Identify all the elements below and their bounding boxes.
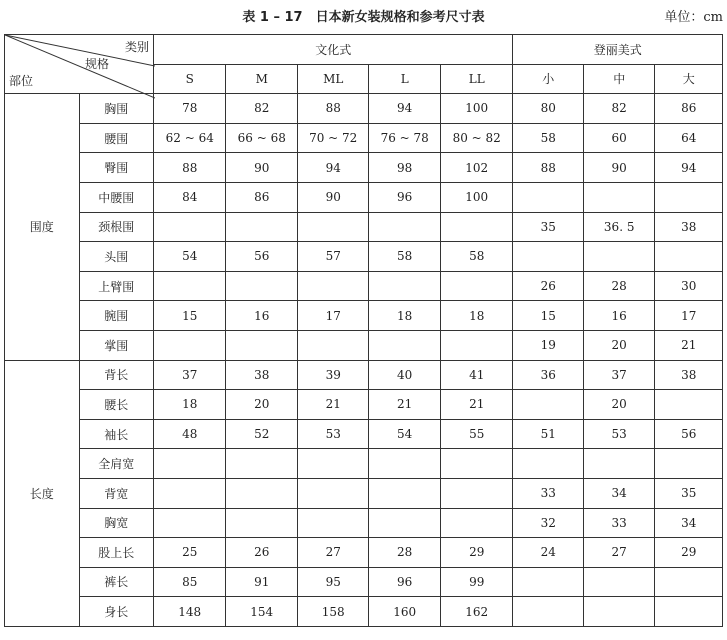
table-cell: 28 (369, 538, 440, 568)
table-cell: 21 (297, 390, 368, 420)
group-header-doreme: 登丽美式 (513, 35, 723, 65)
item-label: 裤长 (79, 567, 154, 597)
table-row (5, 123, 723, 153)
table-cell: 19 (513, 330, 583, 360)
table-row (5, 597, 723, 627)
table-cell (369, 271, 440, 301)
table-cell (440, 330, 513, 360)
table-cell: 55 (440, 419, 513, 449)
table-cell: 27 (583, 538, 654, 568)
table-cell (154, 271, 226, 301)
table-cell: 16 (583, 301, 654, 331)
table-cell (297, 478, 368, 508)
table-cell: 88 (154, 153, 226, 183)
table-cell: 38 (655, 360, 723, 390)
table-cell: 102 (440, 153, 513, 183)
table-cell: 35 (655, 478, 723, 508)
table-cell: 15 (513, 301, 583, 331)
table-cell (513, 182, 583, 212)
table-cell (154, 449, 226, 479)
header-category: 类别 (124, 40, 149, 54)
size-header: ML (297, 64, 368, 94)
table-row (5, 390, 723, 420)
table-cell (440, 271, 513, 301)
table-row (5, 330, 723, 360)
table-cell (440, 449, 513, 479)
item-label: 胸围 (79, 94, 154, 124)
table-row (5, 567, 723, 597)
table-row (5, 538, 723, 568)
table-cell: 76 ~ 78 (369, 123, 440, 153)
table-cell: 94 (297, 153, 368, 183)
item-label: 股上长 (79, 538, 154, 568)
table-cell (655, 242, 723, 272)
item-label: 腕围 (79, 301, 154, 331)
item-label: 袖长 (79, 419, 154, 449)
table-cell: 21 (655, 330, 723, 360)
table-row (5, 271, 723, 301)
table-cell: 60 (583, 123, 654, 153)
table-cell (440, 212, 513, 242)
table-cell: 82 (226, 94, 297, 124)
table-cell: 86 (226, 182, 297, 212)
table-cell: 158 (297, 597, 368, 627)
table-cell: 29 (440, 538, 513, 568)
table-cell: 66 ~ 68 (226, 123, 297, 153)
table-cell: 25 (154, 538, 226, 568)
table-cell (583, 449, 654, 479)
table-cell: 90 (583, 153, 654, 183)
table-cell: 96 (369, 182, 440, 212)
table-cell: 58 (513, 123, 583, 153)
table-cell (154, 478, 226, 508)
table-cell (513, 597, 583, 627)
header-row-1 (5, 35, 723, 65)
table-cell: 70 ~ 72 (297, 123, 368, 153)
table-cell: 56 (655, 419, 723, 449)
table-cell: 52 (226, 419, 297, 449)
table-cell: 88 (297, 94, 368, 124)
item-label: 腰围 (79, 123, 154, 153)
item-label: 中腰围 (79, 182, 154, 212)
table-cell: 57 (297, 242, 368, 272)
item-label: 腰长 (79, 390, 154, 420)
section-label: 围度 (5, 94, 80, 360)
table-cell (297, 271, 368, 301)
table-cell (583, 567, 654, 597)
table-cell: 90 (226, 153, 297, 183)
table-row (5, 242, 723, 272)
size-header: M (226, 64, 297, 94)
table-cell: 21 (440, 390, 513, 420)
table-cell (226, 478, 297, 508)
table-row (5, 360, 723, 390)
table-cell: 78 (154, 94, 226, 124)
table-cell (655, 182, 723, 212)
item-label: 背长 (79, 360, 154, 390)
size-header: L (369, 64, 440, 94)
item-label: 背宽 (79, 478, 154, 508)
table-cell: 51 (513, 419, 583, 449)
table-row (5, 153, 723, 183)
table-cell (154, 212, 226, 242)
table-cell: 64 (655, 123, 723, 153)
table-row (5, 508, 723, 538)
table-cell: 15 (154, 301, 226, 331)
table-cell (297, 449, 368, 479)
table-cell: 34 (583, 478, 654, 508)
size-header: S (154, 64, 226, 94)
size-table (4, 34, 723, 627)
header-part: 部位 (9, 74, 34, 89)
table-cell (154, 508, 226, 538)
table-cell: 26 (226, 538, 297, 568)
table-cell: 58 (369, 242, 440, 272)
table-cell: 88 (513, 153, 583, 183)
table-cell (655, 597, 723, 627)
table-cell: 41 (440, 360, 513, 390)
table-cell: 21 (369, 390, 440, 420)
table-cell: 32 (513, 508, 583, 538)
table-cell (440, 508, 513, 538)
item-label: 头围 (79, 242, 154, 272)
table-cell: 16 (226, 301, 297, 331)
table-cell: 90 (297, 182, 368, 212)
diagonal-header-cell (5, 35, 154, 94)
table-cell: 18 (369, 301, 440, 331)
table-cell: 18 (154, 390, 226, 420)
table-cell: 38 (655, 212, 723, 242)
table-row (5, 212, 723, 242)
table-row (5, 478, 723, 508)
table-cell (513, 242, 583, 272)
item-label: 胸宽 (79, 508, 154, 538)
section-label: 长度 (5, 360, 80, 626)
size-header: LL (440, 64, 513, 94)
table-cell (297, 212, 368, 242)
table-cell: 56 (226, 242, 297, 272)
table-row (5, 449, 723, 479)
table-cell: 40 (369, 360, 440, 390)
item-label: 颈根围 (79, 212, 154, 242)
table-cell: 85 (154, 567, 226, 597)
item-label: 上臂围 (79, 271, 154, 301)
table-cell: 33 (583, 508, 654, 538)
table-cell (369, 449, 440, 479)
table-cell (369, 212, 440, 242)
table-cell (513, 567, 583, 597)
table-cell: 17 (655, 301, 723, 331)
table-cell: 53 (297, 419, 368, 449)
table-cell: 27 (297, 538, 368, 568)
table-row (5, 419, 723, 449)
table-cell: 38 (226, 360, 297, 390)
table-cell (655, 449, 723, 479)
table-cell: 95 (297, 567, 368, 597)
unit-label: 单位：cm (664, 10, 723, 25)
table-cell: 98 (369, 153, 440, 183)
table-cell (297, 330, 368, 360)
table-cell (226, 271, 297, 301)
table-title: 表 1 – 17 日本新女装规格和参考尺寸表 (242, 10, 485, 25)
size-header: 小 (513, 64, 583, 94)
table-row (5, 182, 723, 212)
item-label: 臀围 (79, 153, 154, 183)
table-cell (440, 478, 513, 508)
table-cell: 86 (655, 94, 723, 124)
table-cell: 37 (154, 360, 226, 390)
item-label: 掌围 (79, 330, 154, 360)
size-header: 中 (583, 64, 654, 94)
item-label: 全肩宽 (79, 449, 154, 479)
table-cell: 80 ~ 82 (440, 123, 513, 153)
table-cell: 58 (440, 242, 513, 272)
table-cell: 162 (440, 597, 513, 627)
item-label: 身长 (79, 597, 154, 627)
size-header: 大 (655, 64, 723, 94)
table-cell: 62 ~ 64 (154, 123, 226, 153)
table-cell: 20 (583, 390, 654, 420)
table-cell (583, 182, 654, 212)
table-cell (154, 330, 226, 360)
table-cell: 84 (154, 182, 226, 212)
table-cell (369, 330, 440, 360)
table-cell: 54 (369, 419, 440, 449)
table-cell (655, 567, 723, 597)
table-cell: 28 (583, 271, 654, 301)
table-cell: 30 (655, 271, 723, 301)
table-cell: 94 (369, 94, 440, 124)
table-cell: 26 (513, 271, 583, 301)
table-cell: 54 (154, 242, 226, 272)
table-cell: 20 (226, 390, 297, 420)
table-cell: 36. 5 (583, 212, 654, 242)
table-cell: 39 (297, 360, 368, 390)
table-row (5, 301, 723, 331)
table-cell (583, 597, 654, 627)
table-cell: 160 (369, 597, 440, 627)
header-spec: 规格 (85, 57, 110, 71)
table-cell: 94 (655, 153, 723, 183)
table-cell: 80 (513, 94, 583, 124)
table-cell: 48 (154, 419, 226, 449)
table-cell: 29 (655, 538, 723, 568)
table-cell: 99 (440, 567, 513, 597)
table-cell (583, 242, 654, 272)
table-cell (226, 330, 297, 360)
group-header-bunka: 文化式 (154, 35, 513, 65)
table-cell (226, 449, 297, 479)
table-cell (297, 508, 368, 538)
table-cell: 154 (226, 597, 297, 627)
table-cell (369, 478, 440, 508)
table-cell: 33 (513, 478, 583, 508)
table-cell: 37 (583, 360, 654, 390)
table-cell (226, 508, 297, 538)
table-cell (513, 390, 583, 420)
table-cell: 82 (583, 94, 654, 124)
table-cell: 100 (440, 94, 513, 124)
table-cell: 34 (655, 508, 723, 538)
table-cell: 96 (369, 567, 440, 597)
table-cell: 148 (154, 597, 226, 627)
table-cell (226, 212, 297, 242)
table-cell: 91 (226, 567, 297, 597)
table-cell: 17 (297, 301, 368, 331)
table-cell: 20 (583, 330, 654, 360)
table-cell: 24 (513, 538, 583, 568)
table-cell: 18 (440, 301, 513, 331)
table-cell: 100 (440, 182, 513, 212)
table-cell: 53 (583, 419, 654, 449)
table-cell: 36 (513, 360, 583, 390)
table-cell (513, 449, 583, 479)
table-cell (369, 508, 440, 538)
table-cell: 35 (513, 212, 583, 242)
table-body (5, 35, 723, 627)
table-cell (655, 390, 723, 420)
